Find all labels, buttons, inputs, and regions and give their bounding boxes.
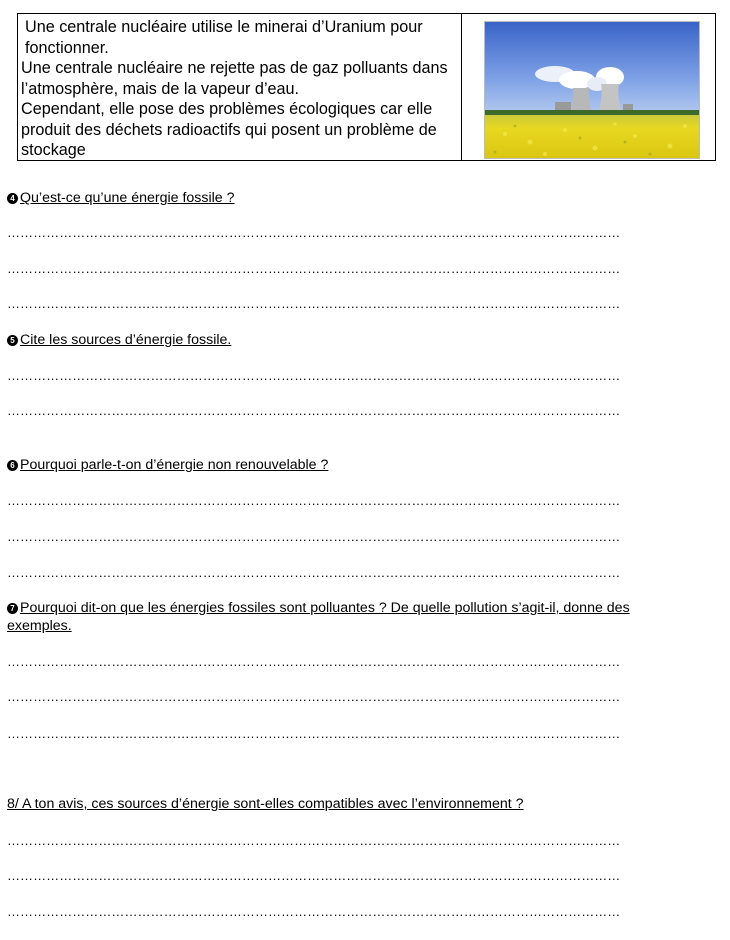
answer-line[interactable]: …………………………………………………………………………………………………………………………… [7,690,621,704]
intro-table [17,13,716,161]
answer-line[interactable]: …………………………………………………………………………………………………………………………… [7,530,621,544]
intro-line-vapour: Une centrale nucléaire ne rejette pas de gaz polluants dans l’atmosphère, mais de la vapeur d’eau. [21,59,448,98]
question-4 [7,189,235,207]
question-6 [7,456,328,474]
question-number-badge: 5 [7,335,18,346]
question-7 [7,599,687,635]
answer-line[interactable]: …………………………………………………………………………………………………………………………… [7,494,621,508]
intro-photo-cell [462,14,715,160]
answer-line[interactable]: …………………………………………………………………………………………………………………………… [7,262,621,276]
question-text: Qu’est-ce qu’une énergie fossile ? [20,190,235,206]
answer-line[interactable]: …………………………………………………………………………………………………………………………… [7,905,621,919]
answer-line[interactable]: …………………………………………………………………………………………………………………………… [7,655,621,669]
intro-line-waste: Cependant, elle pose des problèmes écologiques car elle produit des déchets radioactifs qui posent un problème de stockage [21,100,437,159]
question-5 [7,331,231,349]
question-8 [7,795,524,813]
question-number-badge: 7 [7,603,18,614]
answer-line[interactable]: …………………………………………………………………………………………………………………………… [7,297,621,311]
question-text: Pourquoi dit-on que les énergies fossiles sont polluantes ? De quelle pollution s’agit-il, donne des exemples. [7,600,630,634]
nuclear-plant-photo [484,21,700,159]
question-text: Pourquoi parle-t-on d’énergie non renouvelable ? [20,457,329,473]
answer-line[interactable]: …………………………………………………………………………………………………………………………… [7,404,621,418]
answer-line[interactable]: …………………………………………………………………………………………………………………………… [7,369,621,383]
question-text: 8/ A ton avis, ces sources d’énergie sont-elles compatibles avec l’environnement ? [7,796,524,812]
question-number-badge: 4 [7,193,18,204]
intro-line-uranium: Une centrale nucléaire utilise le minerai d’Uranium pour fonctionner. [25,18,423,57]
answer-line[interactable]: …………………………………………………………………………………………………………………………… [7,566,621,580]
question-text: Cite les sources d’énergie fossile. [20,332,232,348]
answer-line[interactable]: …………………………………………………………………………………………………………………………… [7,869,621,883]
answer-line[interactable]: …………………………………………………………………………………………………………………………… [7,727,621,741]
question-number-badge: 6 [7,460,18,471]
intro-text-cell [18,14,462,160]
answer-line[interactable]: …………………………………………………………………………………………………………………………… [7,226,621,240]
answer-line[interactable]: …………………………………………………………………………………………………………………………… [7,834,621,848]
